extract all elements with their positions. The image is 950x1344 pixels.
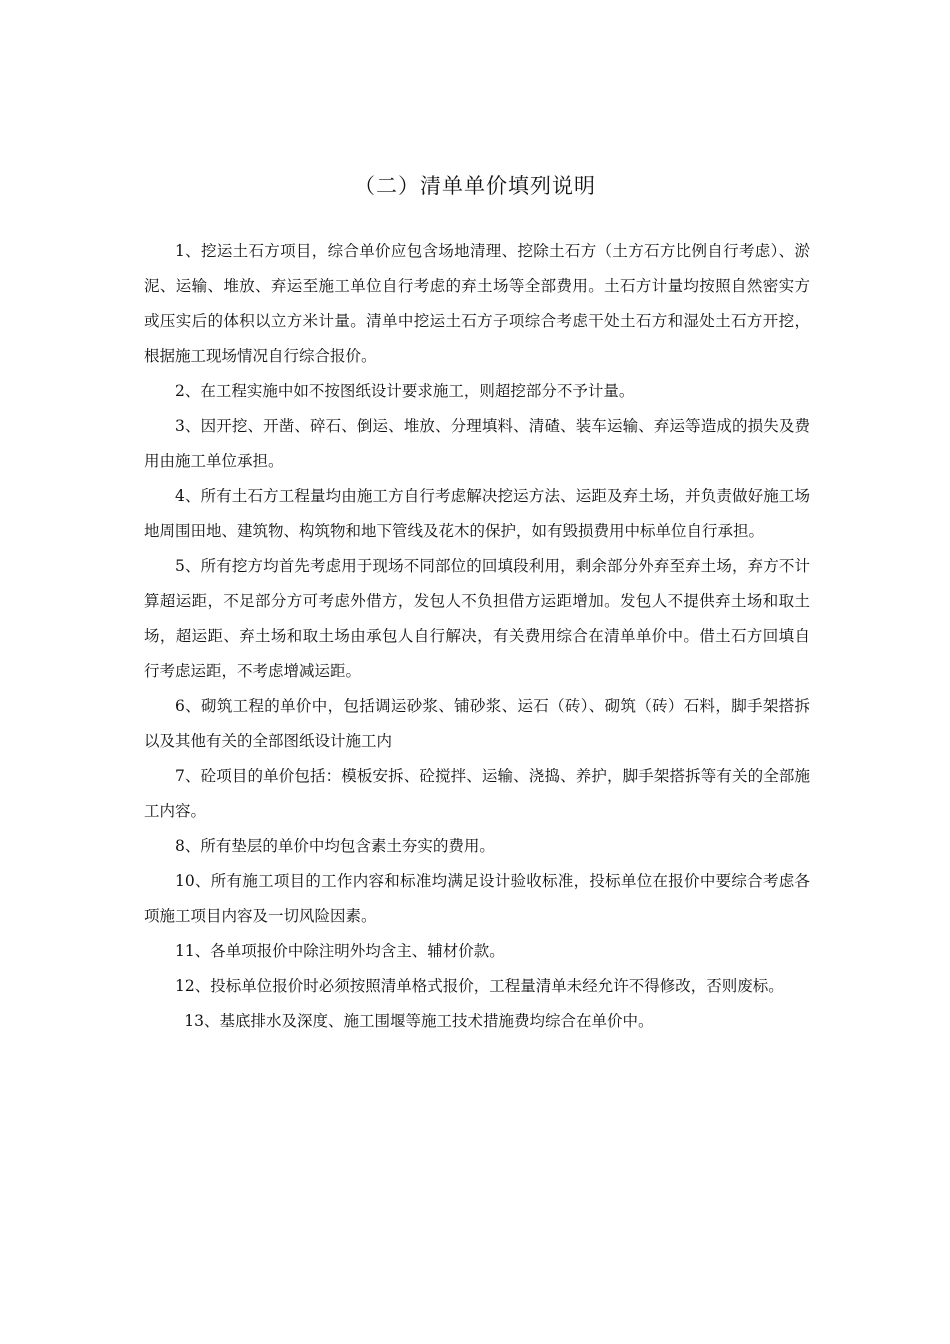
paragraph-item-13: 13、基底排水及深度、施工围堰等施工技术措施费均综合在单价中。	[184, 1012, 654, 1030]
paragraph-item-6: 6、砌筑工程的单价中，包括调运砂浆、铺砂浆、运石（砖）、砌筑（砖）石料，脚手架搭拆以及其他有关的全部图纸设计施工内	[144, 697, 810, 750]
paragraph-item-4: 4、所有土石方工程量均由施工方自行考虑解决挖运方法、运距及弃土场，并负责做好施工场地周围田地、建筑物、构筑物和地下管线及花木的保护，如有毁损费用中标单位自行承担。	[144, 487, 810, 540]
paragraph-item-2: 2、在工程实施中如不按图纸设计要求施工，则超挖部分不予计量。	[175, 382, 635, 400]
paragraph-item-5: 5、所有挖方均首先考虑用于现场不同部位的回填段利用，剩余部分外弃至弃土场，弃方不计算超运距，不足部分方可考虑外借方，发包人不负担借方运距增加。发包人不提供弃土场和取土场，超运距、弃土场和取土场由承包人自行解决，有关费用综合在清单单价中。借土石方回填自行考虑运距，不考虑增减运距。	[144, 557, 810, 680]
paragraph-item-1: 1、挖运土石方项目，综合单价应包含场地清理、挖除土石方（土方石方比例自行考虑）、淤泥、运输、堆放、弃运至施工单位自行考虑的弃土场等全部费用。土石方计量均按照自然密实方或压实后的体积以立方米计量。清单中挖运土石方子项综合考虑干处土石方和湿处土石方开挖，根据施工现场情况自行综合报价。	[144, 242, 810, 365]
page-title: （二）清单单价填列说明	[354, 174, 596, 198]
paragraph-item-12: 12、投标单位报价时必须按照清单格式报价，工程量清单未经允许不得修改，否则废标。	[175, 977, 784, 995]
paragraph-item-11: 11、各单项报价中除注明外均含主、辅材价款。	[175, 942, 505, 960]
paragraph-item-10: 10、所有施工项目的工作内容和标准均满足设计验收标准，投标单位在报价中要综合考虑各项施工项目内容及一切风险因素。	[144, 872, 810, 925]
document-body	[144, 234, 810, 1039]
paragraph-item-3: 3、因开挖、开凿、碎石、倒运、堆放、分理填料、清碴、装车运输、弃运等造成的损失及费用由施工单位承担。	[144, 417, 810, 470]
paragraph-item-7: 7、砼项目的单价包括：模板安拆、砼搅拌、运输、浇捣、养护，脚手架搭拆等有关的全部施工内容。	[144, 767, 810, 820]
paragraph-item-8: 8、所有垫层的单价中均包含素土夯实的费用。	[175, 837, 495, 855]
